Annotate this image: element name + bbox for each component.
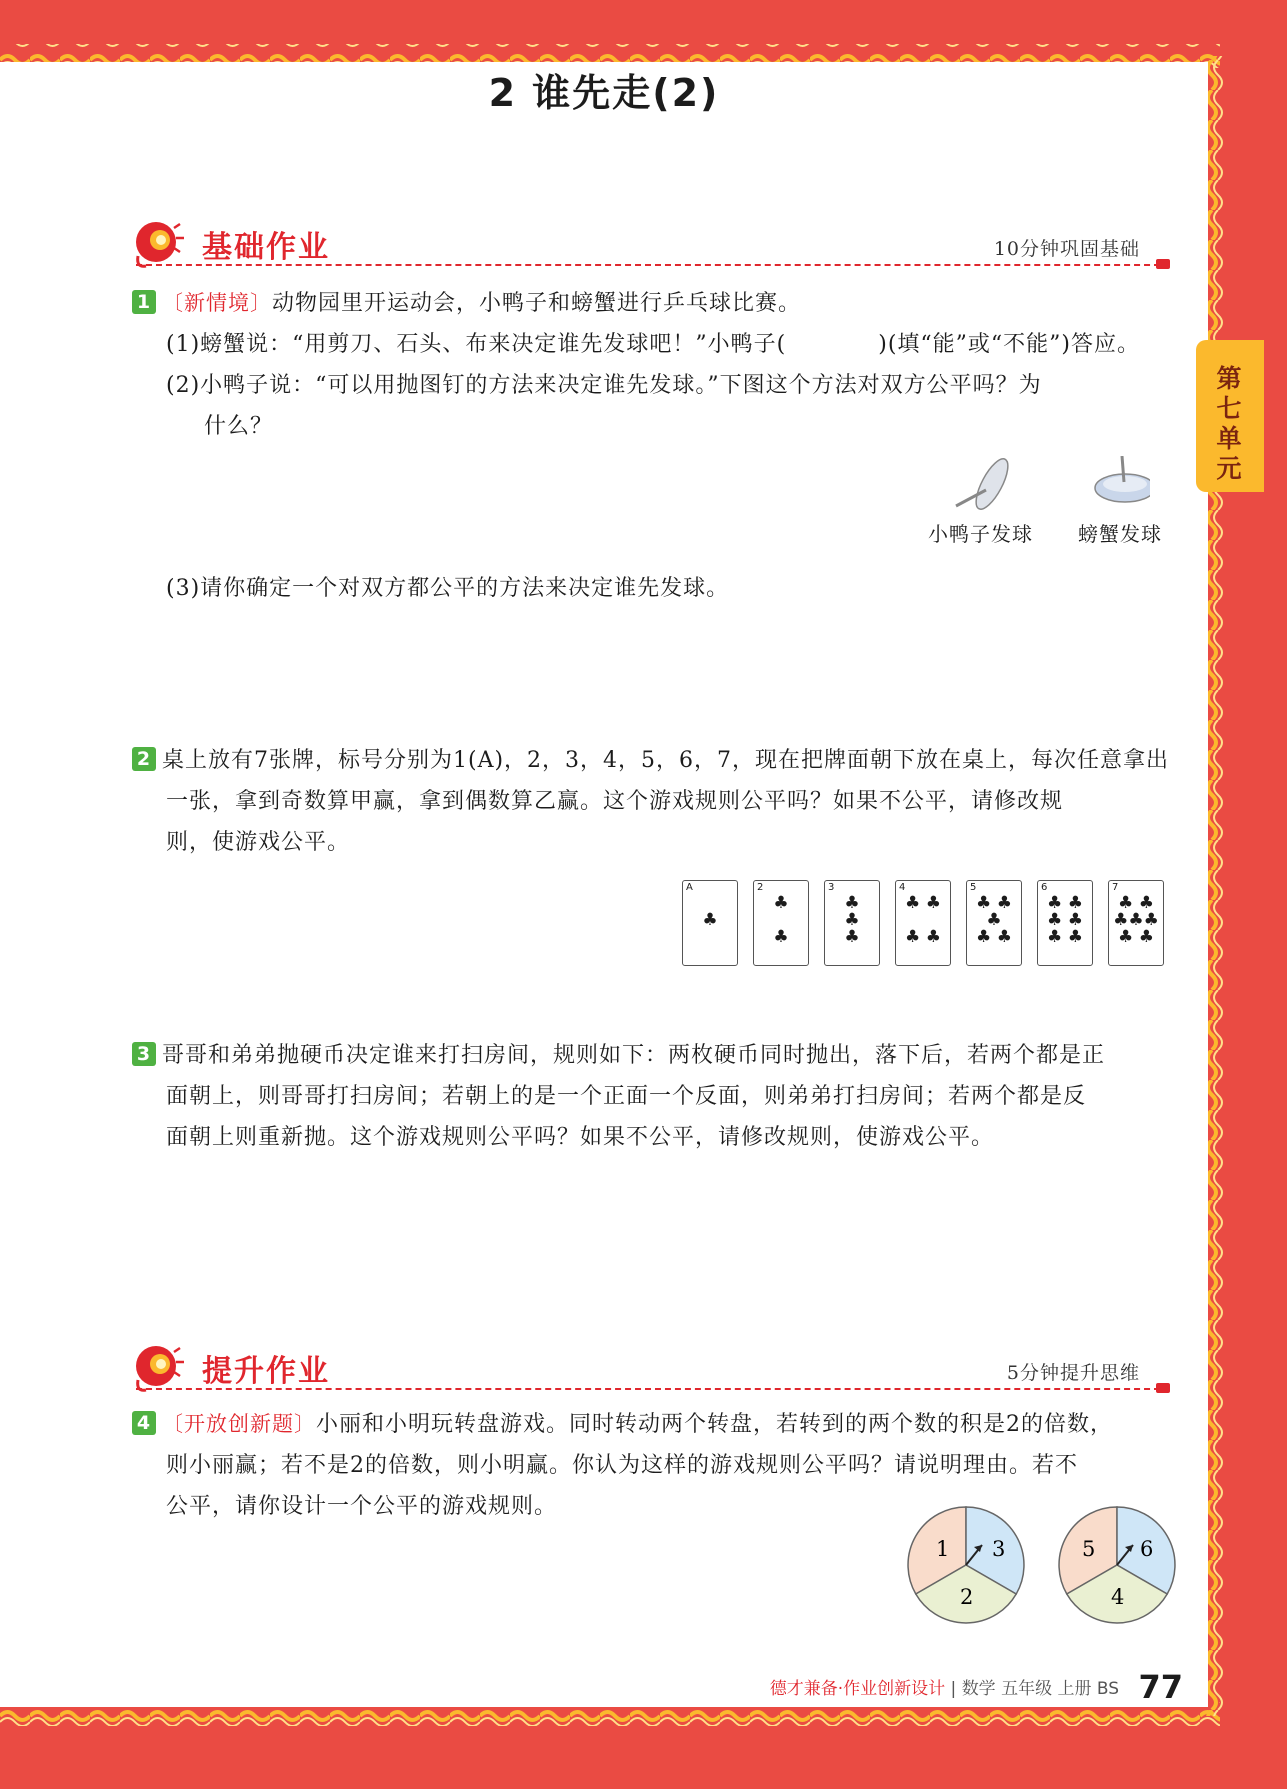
club-icon: ♣ ♣ ♣ ♣ ♣ ♣	[1047, 893, 1083, 947]
spinner-number: 6	[1140, 1537, 1154, 1561]
thumbtack-side-icon	[956, 456, 1014, 513]
q2-line3: 则，使游戏公平。	[166, 830, 351, 855]
club-icon: ♣ ♣	[773, 893, 789, 947]
unit-tab	[1196, 340, 1264, 492]
section-advanced-header	[130, 1340, 1170, 1396]
spinner-2	[1059, 1507, 1175, 1623]
card-rank: 2	[757, 882, 764, 893]
playing-card	[1108, 880, 1164, 966]
playing-card	[682, 880, 738, 966]
question-number: 3	[132, 1042, 156, 1066]
spinner-number: 5	[1082, 1537, 1096, 1561]
q1-sub2-line2: 什么？	[204, 414, 274, 439]
footer-info: 数学 五年级 上册 BS	[961, 1679, 1120, 1699]
spinner-number: 4	[1111, 1585, 1125, 1609]
page-footer: 德才兼备·作业创新设计 | 数学 五年级 上册 BS 77	[769, 1668, 1183, 1706]
q4-line3: 公平，请你设计一个公平的游戏规则。	[166, 1494, 558, 1519]
section-note: 5分钟提升思维	[1006, 1362, 1140, 1384]
card-rank: 4	[899, 882, 906, 893]
club-icon: ♣ ♣ ♣	[844, 893, 860, 947]
page-number: 77	[1138, 1668, 1183, 1706]
divider-end	[1156, 1383, 1170, 1393]
playing-card	[895, 880, 951, 966]
section-title: 基础作业	[202, 230, 330, 265]
playing-card	[966, 880, 1022, 966]
q2-line2: 一张，拿到奇数算甲赢，拿到偶数算乙赢。这个游戏规则公平吗？如果不公平，请修改规	[166, 789, 1064, 814]
q4-line2: 则小丽赢；若不是2的倍数，则小明赢。你认为这样的游戏规则公平吗？请说明理由。若不	[166, 1453, 1079, 1478]
section-note: 10分钟巩固基础	[993, 238, 1140, 260]
spinner-1	[908, 1507, 1024, 1623]
spinner-number: 3	[992, 1537, 1006, 1561]
question-text: 桌上放有7张牌，标号分别为1(A)，2，3，4，5，6，7，现在把牌面朝下放在桌上，每次任意拿出	[162, 748, 1170, 773]
question-text: 动物园里开运动会，小鸭子和螃蟹进行乒乓球比赛。	[272, 291, 802, 316]
page-title: 2 谁先走(2)	[488, 71, 720, 115]
playing-card	[824, 880, 880, 966]
club-icon: ♣ ♣ ♣♣♣ ♣ ♣	[1113, 893, 1159, 947]
section-basic-header	[130, 216, 1170, 272]
label-crab-serve: 螃蟹发球	[1078, 522, 1162, 546]
divider-end	[1156, 259, 1170, 269]
playing-cards	[682, 880, 1172, 966]
q3-line3: 面朝上则重新抛。这个游戏规则公平吗？如果不公平，请修改规则，使游戏公平。	[166, 1125, 995, 1150]
spinners	[900, 1500, 1190, 1630]
question-2	[132, 740, 1192, 781]
card-rank: 6	[1041, 882, 1048, 893]
section-divider	[136, 264, 1170, 266]
q3-line2: 面朝上，则哥哥打扫房间；若朝上的是一个正面一个反面，则弟弟打扫房间；若两个都是反	[166, 1084, 1087, 1109]
card-rank: 7	[1112, 882, 1119, 893]
question-number: 1	[132, 290, 156, 314]
q1-sub2-line1: (2)小鸭子说：“可以用抛图钉的方法来决定谁先发球。”下图这个方法对双方公平吗？为	[166, 373, 1042, 398]
card-rank: 5	[970, 882, 977, 893]
section-divider	[136, 1388, 1170, 1390]
thumbtack-images	[950, 456, 1150, 518]
question-tag: 〔开放创新题〕	[162, 1412, 316, 1436]
playing-card	[1037, 880, 1093, 966]
question-text: 哥哥和弟弟抛硬币决定谁来打扫房间，规则如下：两枚硬币同时抛出，落下后，若两个都是正	[162, 1043, 1106, 1068]
label-duck-serve: 小鸭子发球	[928, 522, 1033, 546]
card-rank: A	[686, 882, 693, 893]
question-tag: 〔新情境〕	[162, 291, 272, 315]
question-1	[132, 283, 1182, 324]
question-3	[132, 1035, 1192, 1076]
card-rank: 3	[828, 882, 835, 893]
q1-sub1: (1)螃蟹说：“用剪刀、石头、布来决定谁先发球吧！”小鸭子( )(填“能”或“不能”)答应。	[166, 332, 1140, 357]
playing-card	[753, 880, 809, 966]
club-icon: ♣ ♣ ♣ ♣ ♣	[976, 893, 1012, 947]
spinner-number: 1	[936, 1537, 950, 1561]
club-icon: ♣	[702, 910, 718, 930]
q1-sub3: (3)请你确定一个对双方都公平的方法来决定谁先发球。	[166, 576, 730, 601]
unit-tab-label: 第七单元	[1216, 364, 1242, 483]
question-text: 小丽和小明玩转盘游戏。同时转动两个转盘，若转到的两个数的积是2的倍数，	[316, 1412, 1113, 1437]
spinner-number: 2	[960, 1585, 974, 1609]
club-icon: ♣ ♣ ♣ ♣	[905, 893, 941, 947]
question-number: 2	[132, 747, 156, 771]
question-4	[132, 1404, 1192, 1445]
footer-brand: 德才兼备·作业创新设计	[769, 1679, 946, 1699]
question-number: 4	[132, 1411, 156, 1435]
section-title: 提升作业	[202, 1354, 330, 1389]
thumbtack-upright-icon	[1095, 456, 1150, 502]
